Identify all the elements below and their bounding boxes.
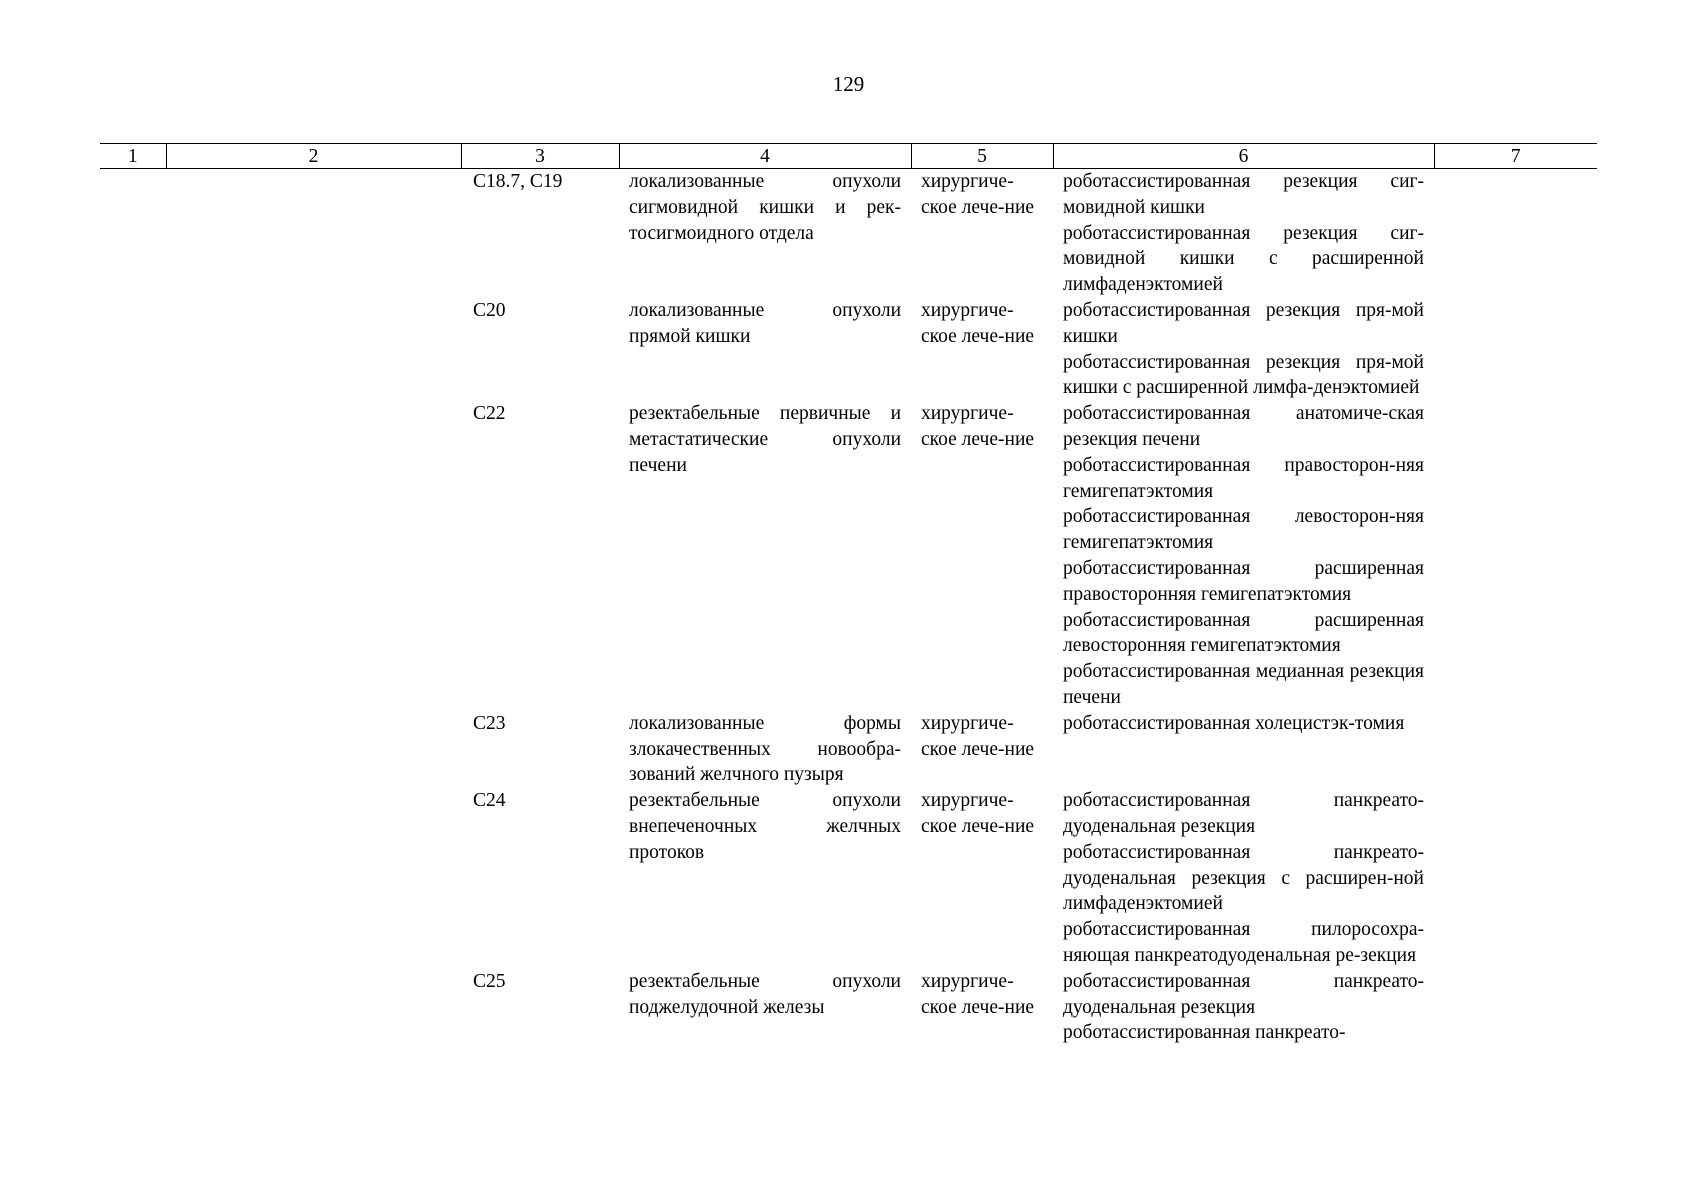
profile-cell xyxy=(166,298,461,401)
column-number-header-row xyxy=(100,144,1597,169)
treatment-methods xyxy=(1053,969,1434,1046)
table-row xyxy=(100,401,1597,711)
treatment-methods xyxy=(1053,711,1434,788)
diagnosis-text: локализованные формы злокачественных новообра-зований желчного пузыря xyxy=(629,712,901,786)
row-index-cell xyxy=(100,788,166,969)
column-header-3: 3 xyxy=(461,144,619,169)
method-item: роботассистированная холецистэк-томия xyxy=(1063,712,1405,734)
method-item: роботассистированная пилоросохра-няющая панкреатодуоденальная ре-зекция xyxy=(1063,919,1424,966)
profile-cell xyxy=(166,969,461,1046)
method-item: роботассистированная расширенная правосторонняя гемигепатэктомия xyxy=(1063,557,1424,605)
model-cell xyxy=(1434,788,1597,969)
table-row xyxy=(100,298,1597,401)
table-row xyxy=(100,169,1597,298)
treatment-type: хирургиче-ское лече-ние xyxy=(921,299,1035,347)
method-item: роботассистированная панкреато- xyxy=(1063,1022,1346,1044)
treatment-type: хирургиче-ское лече-ние xyxy=(921,712,1035,760)
row-index-cell xyxy=(100,711,166,788)
model-cell xyxy=(1434,711,1597,788)
table-row xyxy=(100,969,1597,1046)
method-item: роботассистированная правосторон-няя гемигепатэктомия xyxy=(1063,454,1424,502)
row-index-cell xyxy=(100,169,166,298)
profile-cell xyxy=(166,711,461,788)
method-item: роботассистированная левосторон-няя гемигепатэктомия xyxy=(1063,506,1424,554)
icd-code: C18.7, C19 xyxy=(473,171,563,192)
table-row xyxy=(100,711,1597,788)
procedures-table xyxy=(100,143,1597,1046)
diagnosis-text: локализованные опухоли сигмовидной кишки и рек-тосигмоидного отдела xyxy=(629,171,901,244)
model-cell xyxy=(1434,169,1597,298)
column-header-1: 1 xyxy=(100,144,166,169)
profile-cell xyxy=(166,169,461,298)
model-cell xyxy=(1434,401,1597,711)
treatment-type: хирургиче-ское лече-ние xyxy=(921,403,1035,450)
row-index-cell xyxy=(100,401,166,711)
method-item: роботассистированная медианная резекция печени xyxy=(1063,661,1424,708)
icd-code: C22 xyxy=(473,403,506,425)
method-item: роботассистированная резекция сиг-мовидной кишки xyxy=(1063,171,1424,218)
row-index-cell xyxy=(100,969,166,1046)
method-item: роботассистированная расширенная левосторонняя гемигепатэктомия xyxy=(1063,609,1424,657)
method-item: роботассистированная панкреато-дуоденальная резекция с расширен-ной лимфаденэктомией xyxy=(1063,841,1424,915)
method-item: роботассистированная резекция сиг-мовидной кишки с расширенной лимфаденэктомией xyxy=(1063,222,1424,296)
diagnosis-text: резектабельные первичные и метастатические опухоли печени xyxy=(629,403,901,476)
diagnosis-text: локализованные опухоли прямой кишки xyxy=(629,299,901,347)
icd-code: C24 xyxy=(473,790,506,812)
treatment-methods xyxy=(1053,401,1434,711)
column-header-6: 6 xyxy=(1053,144,1434,169)
profile-cell xyxy=(166,788,461,969)
profile-cell xyxy=(166,401,461,711)
icd-code: C23 xyxy=(473,712,506,734)
column-header-4: 4 xyxy=(619,144,911,169)
icd-code: C20 xyxy=(473,299,506,321)
column-header-2: 2 xyxy=(166,144,461,169)
treatment-methods xyxy=(1053,298,1434,401)
treatment-type: хирургиче-ское лече-ние xyxy=(921,970,1035,1018)
diagnosis-text: резектабельные опухоли внепеченочных желчных протоков xyxy=(629,790,901,863)
row-index-cell xyxy=(100,298,166,401)
model-cell xyxy=(1434,969,1597,1046)
treatment-type: хирургиче-ское лече-ние xyxy=(921,790,1035,837)
treatment-type: хирургиче-ское лече-ние xyxy=(921,171,1035,218)
method-item: роботассистированная резекция пря-мой кишки xyxy=(1063,299,1424,347)
treatment-methods xyxy=(1053,788,1434,969)
icd-code: C25 xyxy=(473,970,506,992)
column-header-7: 7 xyxy=(1434,144,1597,169)
method-item: роботассистированная анатомиче-ская резекция печени xyxy=(1063,403,1424,450)
treatment-methods xyxy=(1053,169,1434,298)
method-item: роботассистированная панкреато-дуоденальная резекция xyxy=(1063,970,1424,1018)
page-number: 129 xyxy=(832,72,865,96)
model-cell xyxy=(1434,298,1597,401)
table-row xyxy=(100,788,1597,969)
method-item: роботассистированная резекция пря-мой кишки с расширенной лимфа-денэктомией xyxy=(1063,351,1424,399)
diagnosis-text: резектабельные опухоли поджелудочной железы xyxy=(629,970,901,1018)
method-item: роботассистированная панкреато-дуоденальная резекция xyxy=(1063,790,1424,837)
column-header-5: 5 xyxy=(911,144,1053,169)
